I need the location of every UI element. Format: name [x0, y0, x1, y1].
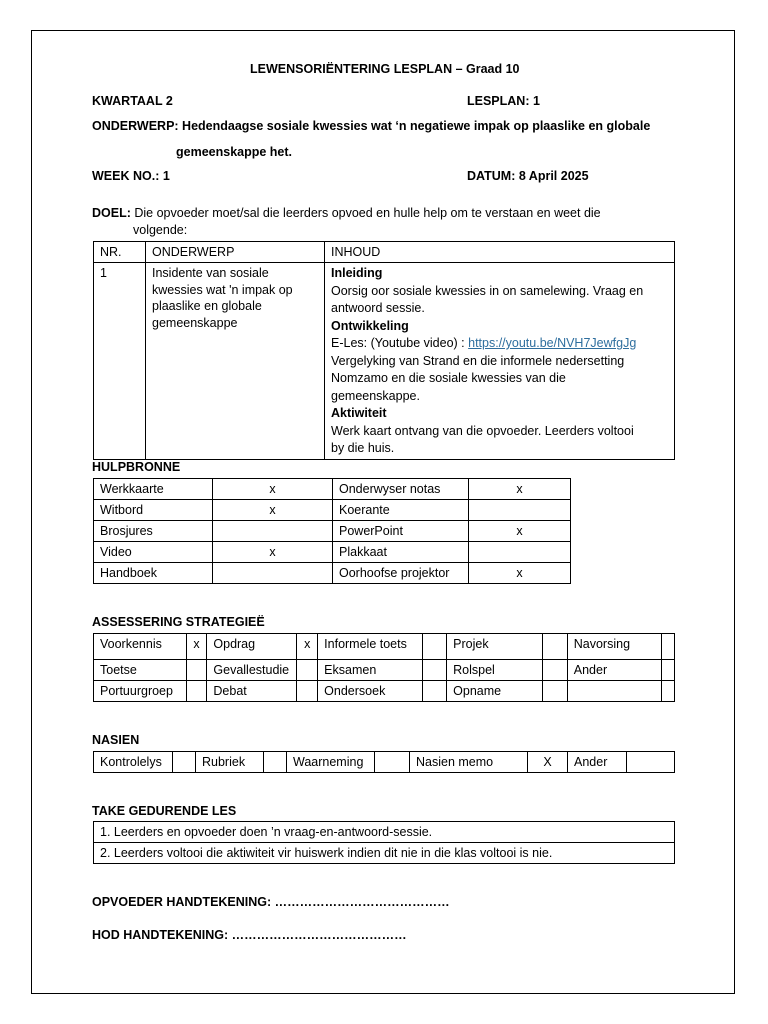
table-cell: Onderwyser notas: [333, 479, 469, 500]
lesplan-number: LESPLAN: 1: [467, 94, 540, 108]
table-cell: Witbord: [94, 500, 213, 521]
table-cell: [662, 634, 675, 660]
inleiding-line: Oorsig oor sosiale kwessies in on samelewing. Vraag en: [331, 283, 644, 298]
table-cell: [186, 681, 207, 702]
table-cell: [173, 752, 196, 773]
eles-line: [331, 335, 668, 353]
table-cell: Werkkaarte: [94, 479, 213, 500]
inleiding-heading: Inleiding: [331, 266, 383, 280]
onderwerp-line: gemeenskappe: [152, 315, 238, 330]
table-row: [94, 563, 571, 584]
aktiwiteit-heading: Aktiwiteit: [331, 406, 387, 420]
assessering-title: ASSESSERING STRATEGIEË: [92, 615, 265, 629]
table-cell: Brosjures: [94, 521, 213, 542]
table-cell: [627, 752, 675, 773]
hod-signature: HOD HANDTEKENING: ……………………………………: [92, 928, 407, 942]
table-cell: Koerante: [333, 500, 469, 521]
eles-prefix: E-Les: (Youtube video) :: [331, 336, 469, 350]
table-cell: Navorsing: [567, 634, 661, 660]
table-row: [94, 263, 675, 460]
table-cell: [264, 752, 287, 773]
take-title: TAKE GEDURENDE LES: [92, 804, 237, 818]
doel-line2: volgende:: [133, 223, 188, 237]
table-cell: Opdrag: [207, 634, 297, 660]
youtube-link[interactable]: https://youtu.be/NVH7JewfgJg: [468, 336, 637, 350]
table-cell: Handboek: [94, 563, 213, 584]
table-cell: [297, 660, 318, 681]
table-cell: [422, 681, 446, 702]
week-number: WEEK NO.: 1: [92, 169, 170, 183]
table-cell: [542, 634, 567, 660]
table-cell: Gevallestudie: [207, 660, 297, 681]
table-cell: x: [297, 634, 318, 660]
onderwerp-line2: gemeenskappe het.: [176, 145, 293, 159]
onderwerp-line1: ONDERWERP: Hedendaagse sosiale kwessies wat ‘n negatiewe impak op plaaslike en globale: [92, 119, 651, 133]
table-cell: [567, 681, 661, 702]
table-cell: Ander: [568, 752, 627, 773]
table-cell: X: [528, 752, 568, 773]
table-cell: Kontrolelys: [94, 752, 173, 773]
take-table: [93, 821, 675, 864]
ontwikkeling-line: Vergelyking van Strand en die informele nedersetting: [331, 353, 625, 368]
hulpbronne-title: HULPBRONNE: [92, 460, 181, 474]
table-cell: [469, 500, 571, 521]
document-title: LEWENSORIËNTERING LESPLAN – Graad 10: [250, 62, 520, 76]
table-cell: 2. Leerders voltooi die aktiwiteit vir huiswerk indien dit nie in die klas voltooi is nie.: [94, 843, 675, 864]
table-row: [94, 542, 571, 563]
table-cell: [542, 681, 567, 702]
table-row: [94, 634, 675, 660]
table-header-row: [94, 242, 675, 263]
row-onderwerp: [146, 263, 325, 460]
table-row: [94, 843, 675, 864]
aktiwiteit-line: Werk kaart ontvang van die opvoeder. Leerders voltooi: [331, 423, 634, 438]
onderwerp-line: plaaslike en globale: [152, 299, 262, 313]
table-row: [94, 660, 675, 681]
table-cell: Toetse: [94, 660, 187, 681]
opvoeder-signature: OPVOEDER HANDTEKENING: ……………………………………: [92, 895, 450, 909]
table-row: [94, 681, 675, 702]
table-cell: [375, 752, 410, 773]
table-row: [94, 479, 571, 500]
table-cell: Debat: [207, 681, 297, 702]
table-cell: Rolspel: [447, 660, 543, 681]
table-cell: Projek: [447, 634, 543, 660]
table-cell: [469, 542, 571, 563]
table-cell: Eksamen: [318, 660, 423, 681]
table-cell: Waarneming: [287, 752, 375, 773]
table-cell: [422, 634, 446, 660]
table-cell: Nasien memo: [410, 752, 528, 773]
table-cell: Ondersoek: [318, 681, 423, 702]
table-cell: Ander: [567, 660, 661, 681]
table-cell: x: [469, 563, 571, 584]
table-row: [94, 521, 571, 542]
nasien-table: [93, 751, 675, 773]
table-cell: [662, 681, 675, 702]
onderwerp-line: kwessies wat 'n impak op: [152, 282, 293, 297]
table-row: [94, 752, 675, 773]
header-inhoud: INHOUD: [325, 242, 675, 263]
aktiwiteit-line: by die huis.: [331, 441, 395, 455]
row-nr: 1: [94, 263, 146, 460]
table-cell: [213, 521, 333, 542]
table-cell: [422, 660, 446, 681]
kwartaal: KWARTAAL 2: [92, 94, 173, 108]
table-row: [94, 500, 571, 521]
table-cell: Plakkaat: [333, 542, 469, 563]
table-cell: x: [213, 500, 333, 521]
table-cell: [186, 660, 207, 681]
hulpbronne-table: [93, 478, 571, 584]
nasien-title: NASIEN: [92, 733, 140, 747]
assessering-table: [93, 633, 675, 702]
table-cell: x: [186, 634, 207, 660]
header-onderwerp: ONDERWERP: [146, 242, 325, 263]
table-cell: 1. Leerders en opvoeder doen ’n vraag-en-antwoord-sessie.: [94, 822, 675, 843]
table-cell: Voorkennis: [94, 634, 187, 660]
table-cell: [662, 660, 675, 681]
onderwerp-line: Insidente van sosiale: [152, 266, 269, 280]
ontwikkeling-line: gemeenskappe.: [331, 388, 420, 403]
table-cell: x: [213, 542, 333, 563]
ontwikkeling-heading: Ontwikkeling: [331, 318, 409, 333]
table-cell: Portuurgroep: [94, 681, 187, 702]
doel-line1: [92, 205, 601, 222]
table-cell: Video: [94, 542, 213, 563]
table-cell: x: [213, 479, 333, 500]
table-cell: Opname: [447, 681, 543, 702]
inleiding-line: antwoord sessie.: [331, 301, 425, 315]
row-inhoud: [325, 263, 675, 460]
table-cell: [297, 681, 318, 702]
datum: DATUM: 8 April 2025: [467, 169, 589, 183]
doel-label: DOEL:: [92, 206, 131, 220]
lesson-table: [93, 241, 675, 460]
table-cell: x: [469, 479, 571, 500]
header-nr: NR.: [94, 242, 146, 263]
table-cell: Rubriek: [196, 752, 264, 773]
table-row: [94, 822, 675, 843]
table-cell: PowerPoint: [333, 521, 469, 542]
table-cell: [542, 660, 567, 681]
table-cell: Oorhoofse projektor: [333, 563, 469, 584]
ontwikkeling-line: Nomzamo en die sosiale kwessies van die: [331, 371, 566, 385]
table-cell: x: [469, 521, 571, 542]
table-cell: Informele toets: [318, 634, 423, 660]
table-cell: [213, 563, 333, 584]
doel-text: Die opvoeder moet/sal die leerders opvoed en hulle help om te verstaan en weet die: [130, 206, 601, 220]
